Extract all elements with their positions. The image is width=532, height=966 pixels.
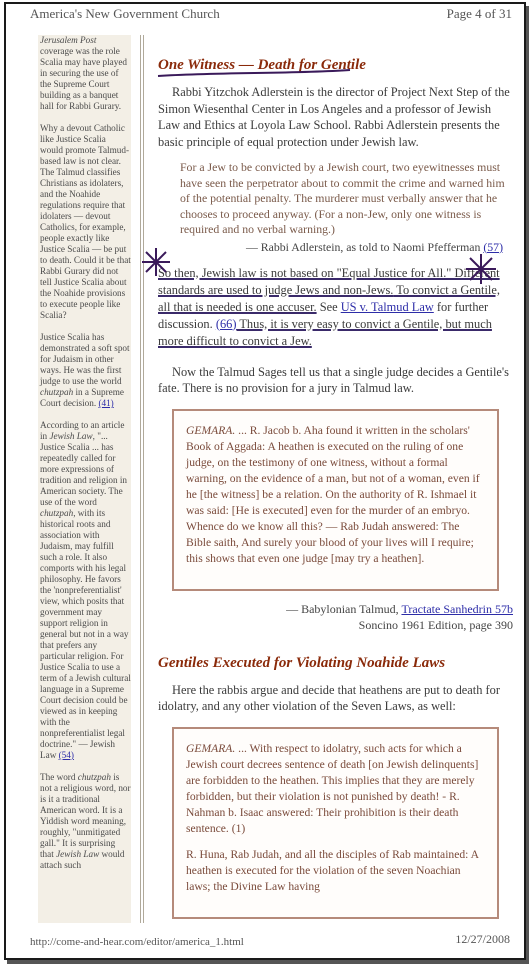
footnote-link-57[interactable]: (57) (483, 239, 503, 254)
sidebar-text: According to an article in (40, 420, 125, 441)
gemara-text (186, 741, 485, 837)
sidebar-text: , with its historical roots and association with Judaism, may fulfill such a role. It also comports with his legal philosophy. He favors the 'nonpreferentialist' view, which posits that government may support religion in general but not in a way that prefers any particular religion. For Justice Scalia to use a term of a Jewish cultural language in a Supreme Court decision could be viewed as in keeping with the nonpreferentialist legal doctrine." — Jewish Law (40, 508, 131, 760)
sidebar-paragraph: Why a devout Catholic like Justice Scalia would promote Talmud-based law is not clear. The Talmud classifies Christians as idolaters, and the Noahide regulations require that idolaters — devout Catholics, for example, people exactly like Justice Scalia — be put to death. Could it be that Rabbi Gurary did not tell Justice Scalia about the Noahide provisions to execute people like Scalia? (40, 123, 131, 320)
citation-text: — Babylonian Talmud, (286, 601, 402, 616)
highlighted-paragraph (158, 265, 513, 350)
site-title: America's New Government Church (30, 6, 220, 21)
sidebar-paragraph (40, 35, 131, 112)
block-quote: For a Jew to be convicted by a Jewish court, two eyewitnesses must have seen the perpetrator about to commit the crime and warned him of the potential penalty. The murderer must verbally answer that he chooses to proceed anyway. (For a non-Jew, only one witness is required and no verbal warning.) (180, 160, 505, 236)
sidebar-text: would attach such (40, 849, 125, 870)
gemara-text: R. Huna, Rab Judah, and all the disciples of Rab maintained: A heathen is executed for the violation of the seven Noachian laws; the Divine Law having (186, 847, 479, 893)
gemara-text (186, 423, 485, 567)
sanhedrin-57b-link[interactable]: Tractate Sanhedrin 57b (401, 601, 513, 616)
gemara-label: GEMARA. (186, 423, 236, 437)
main-column (140, 35, 513, 923)
idolatry-paragraph: Here the rabbis argue and decide that heathens are put to death for idolatry, and any other violation of the Seven Laws, as well: (158, 682, 500, 713)
sidebar-italic: chutzpah (40, 508, 74, 518)
gemara-body: ... With respect to idolatry, such acts for which a Jewish court decrees sentence of death [on Jewish delinquents] are forbidden to the heathen. This implies that they are merely forbidden, but their violation is not punished by death! - R. Nahman b. Isaac answered: Their prohibition is their death sentence. (1) (186, 741, 479, 835)
sidebar-paragraph (40, 332, 131, 409)
underlined-text: Thus, it is very easy to convict a Gentile, but much more difficult to convict a Jew. (158, 316, 492, 348)
sidebar-text: The word (40, 772, 78, 782)
attribution-text: — Rabbi Adlerstein, as told to Naomi Pfefferman (246, 239, 484, 254)
sidebar-column (38, 35, 131, 923)
sidebar-text: is not a religious word, nor is it a traditional American word. It is a Yiddish word meaning, roughly, "unmitigated gall." It is surprising that (40, 772, 131, 859)
sidebar-italic: Jewish Law (56, 849, 100, 859)
footnote-link-54[interactable]: (54) (58, 750, 74, 760)
underlined-text: So then, Jewish law is not based on "Equal Justice for All." Different standards are used to judge Jews and non-Jews. (158, 265, 500, 297)
sidebar-text: in a Supreme Court decision. (40, 387, 124, 408)
intro-paragraph: Rabbi Yitzchok Adlerstein is the director of Project Next Step of the Simon Wiesenthal Center in Los Angeles and a professor of Jewish Law and Ethics at Loyola Law School. Rabbi Adlerstein presents the basic principle of equal protection under Jewish law. (158, 85, 510, 149)
sidebar-italic: chutzpah (40, 387, 74, 397)
sidebar-text: coverage was the role Scalia may have played in securing the use of the Supreme Court building as a banquet hall for Rabbi Gurary. (40, 46, 127, 111)
source-citation (158, 601, 513, 633)
sidebar-italic: Jewish Law (49, 431, 93, 441)
sidebar-italic: chutzpah (77, 772, 111, 782)
section-heading: Gentiles Executed for Violating Noahide Laws (158, 654, 446, 671)
gemara-label: GEMARA. (186, 741, 236, 755)
paragraph-text: for further discussion. (158, 299, 489, 331)
print-date: 12/27/2008 (455, 932, 510, 946)
page-number: Page 4 of 31 (446, 6, 512, 21)
sidebar-paragraph (40, 772, 131, 871)
us-v-talmud-link[interactable]: US v. Talmud Law (340, 299, 434, 314)
underlined-text: To convict a Gentile, all that is needed is one accuser. (158, 282, 500, 314)
gemara-body: ... R. Jacob b. Aha found it written in the scholars' Book of Aggada: A heathen is executed on the ruling of one judge, on the testimony of one witness, without a formal warning, on the evidence of a man, but not of a woman, even if he [the witness] be a relation. On the authority of R. Ishmael it was said: [He is executed] even for the murder of an embryo. Whence do we know all this? — Rab Judah answered: The Bible saith, And surely your blood of your lives will I require; this shows that even one judge [may try a heathen]. (186, 423, 480, 565)
citation-edition: Soncino 1961 Edition, page 390 (358, 617, 513, 632)
sidebar-text: , "... Justice Scalia ... has repeatedly called for more expressions of tradition and religion in American society. The use of the word (40, 431, 128, 507)
sidebar-italic: Jerusalem Post (40, 35, 97, 45)
sidebar-text: Justice Scalia has demonstrated a soft spot for Judaism in other ways. He was the first judge to use the world (40, 332, 130, 386)
gemara-box (172, 409, 499, 591)
sidebar-paragraph (40, 420, 131, 761)
paragraph-text: See (316, 299, 341, 314)
gemara-box (172, 727, 499, 919)
footnote-link-66[interactable]: (66) (215, 316, 237, 331)
footnote-link-41[interactable]: (41) (98, 398, 114, 408)
quote-attribution (158, 240, 503, 255)
page-url: http://come-and-hear.com/editor/america_1.html (30, 936, 244, 948)
section-heading: One Witness — Death for Gentile (158, 57, 366, 73)
judge-paragraph: Now the Talmud Sages tell us that a single judge decides a Gentile's fate. There is no provision for a jury in Talmud law. (158, 364, 509, 395)
